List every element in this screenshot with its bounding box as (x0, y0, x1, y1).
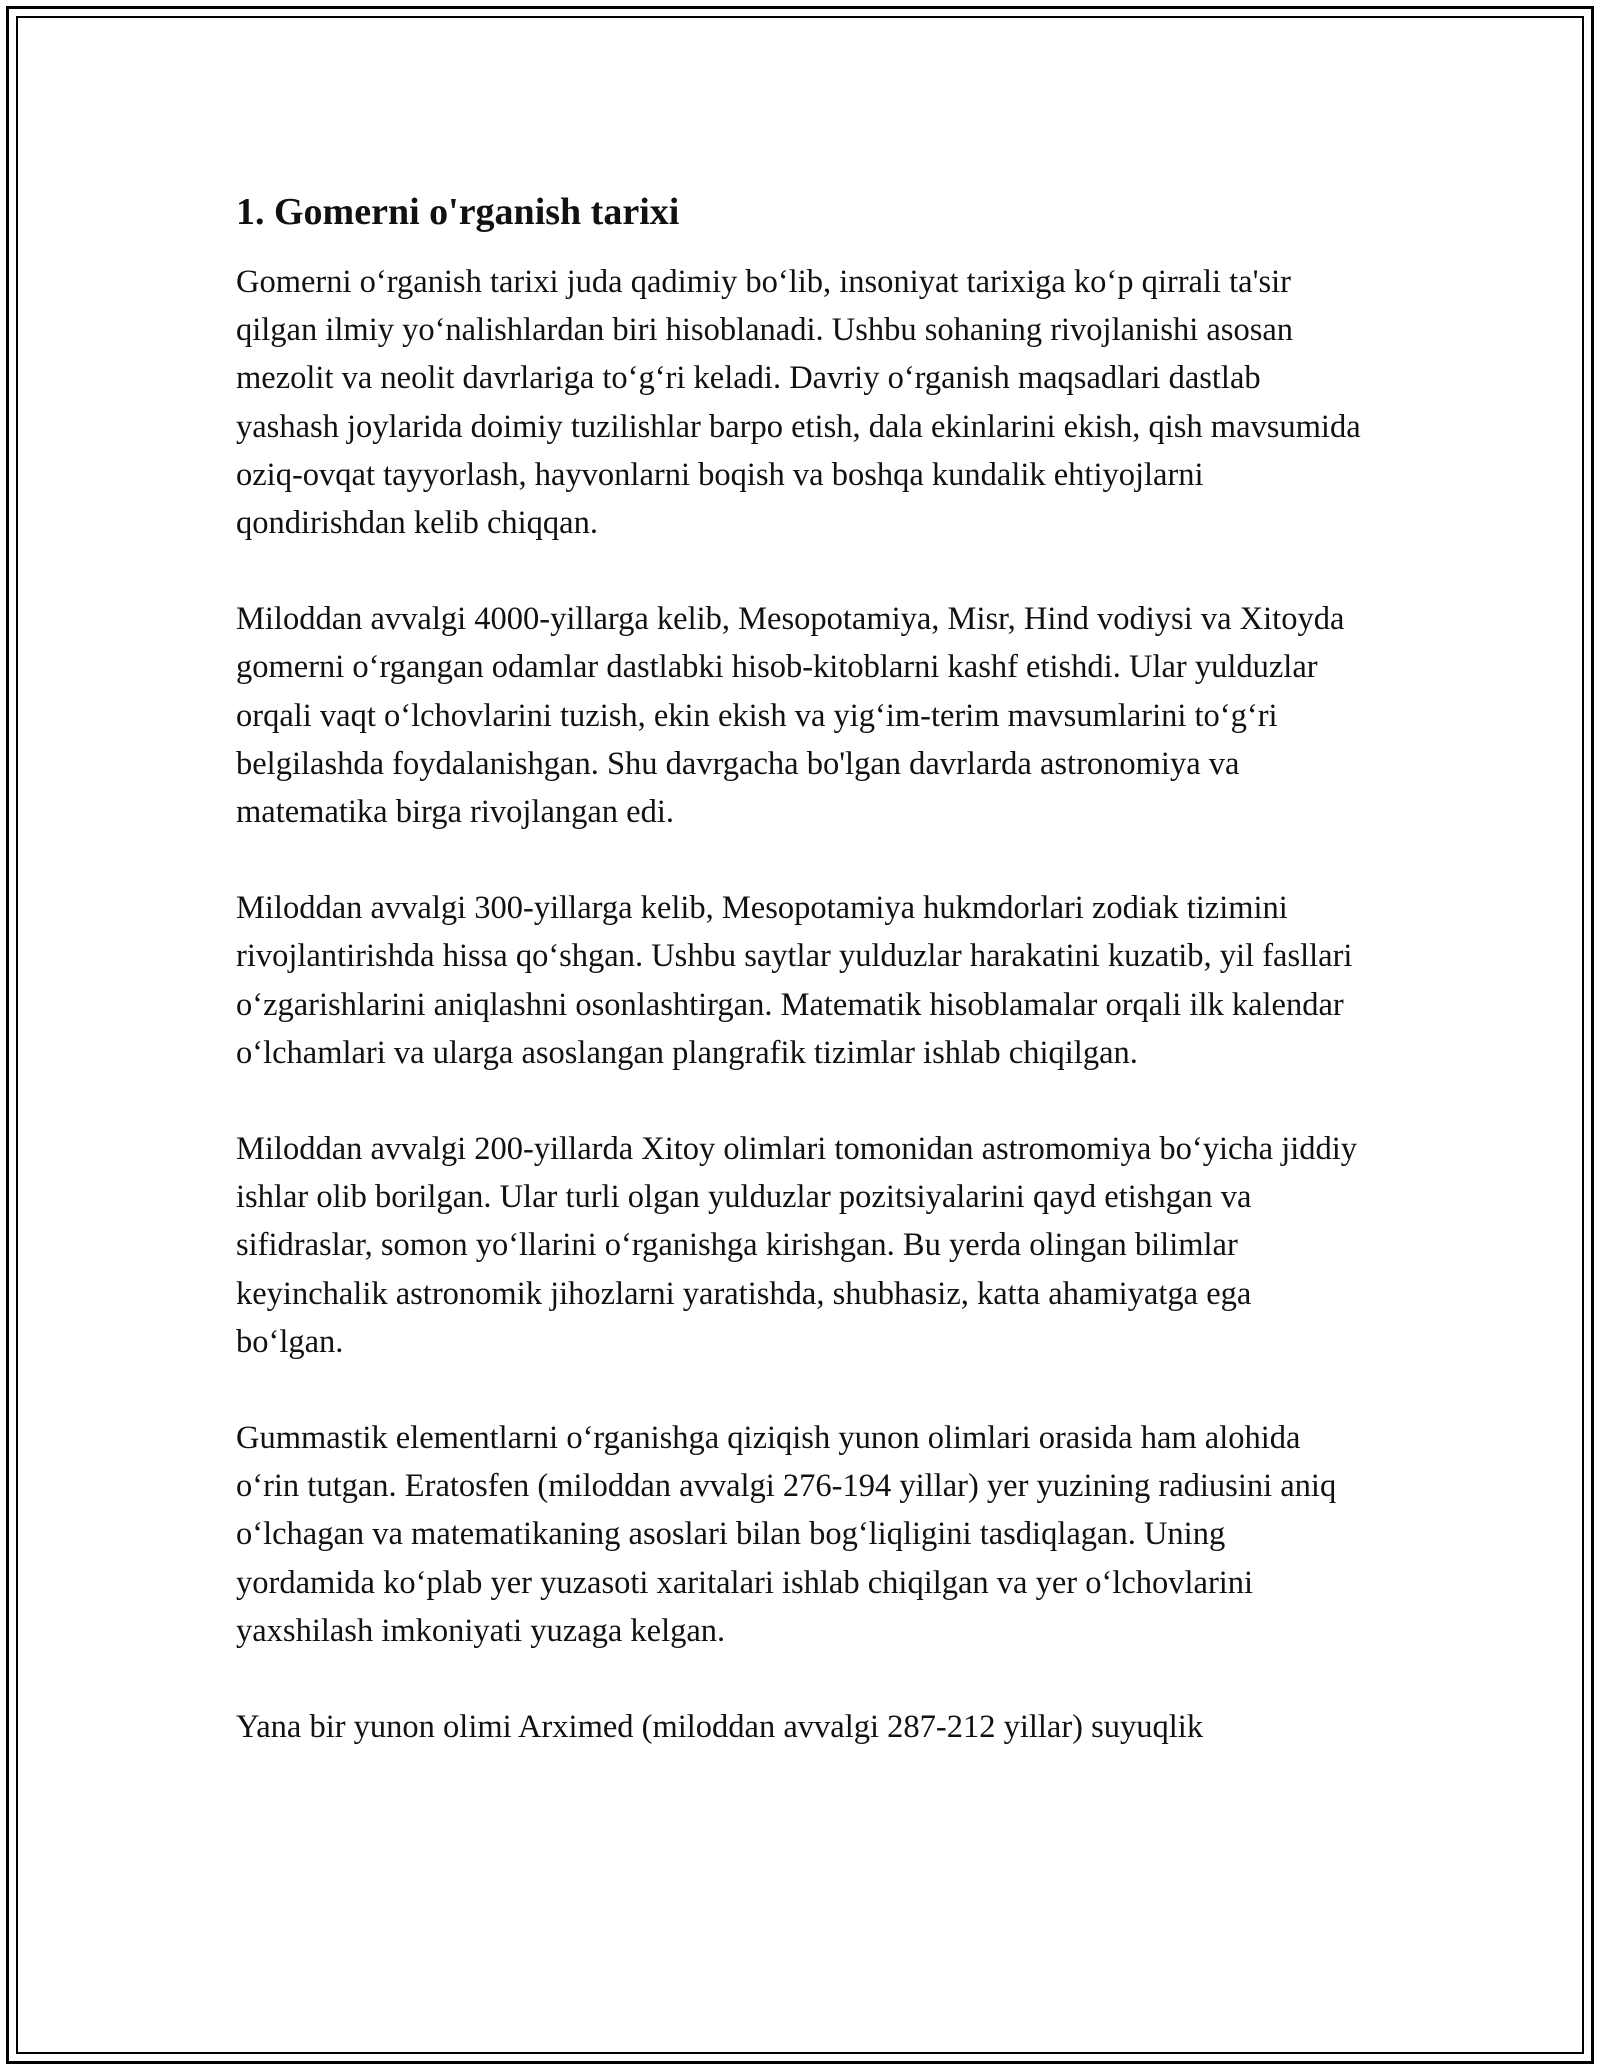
section-heading: 1. Gomerni o'rganish tarixi (236, 191, 680, 233)
paragraph-3: Miloddan avvalgi 300-yillarga kelib, Mesopotamiya hukmdorlari zodiak tizimini rivojlantirishda hissa qo‘shgan. Ushbu saytlar yulduzlar harakatini kuzatib, yil fasllari o‘zgarishlarini aniqlashni osonlashtirgan. Matematik hisoblamalar orqali ilk kalendar o‘lchamlari va ularga asoslangan plangrafik tizimlar ishlab chiqilgan. (236, 890, 1353, 1071)
paragraph-1: Gomerni o‘rganish tarixi juda qadimiy bo‘lib, insoniyat tarixiga ko‘p qirrali ta'sir qilgan ilmiy yo‘nalishlardan biri hisoblanadi. Ushbu sohaning rivojlanishi asosan mezolit va neolit davrlariga to‘g‘ri keladi. Davriy o‘rganish maqsadlari dastlab yashash joylarida doimiy tuzilishlar barpo etish, dala ekinlarini ekish, qish mavsumida oziq-ovqat tayyorlash, hayvonlarni boqish va boshqa kundalik ehtiyojlarni qondirishdan kelib chiqqan. (236, 264, 1361, 542)
paragraph-4: Miloddan avvalgi 200-yillarda Xitoy olimlari tomonidan astromomiya bo‘yicha jiddiy ishlar olib borilgan. Ular turli olgan yulduzlar pozitsiyalarini qayd etishgan va sifidraslar, somon yo‘llarini o‘rganishga kirishgan. Bu yerda olingan bilimlar keyinchalik astronomik jihozlarni yaratishda, shubhasiz, katta ahamiyatga ega bo‘lgan. (236, 1131, 1358, 1360)
paragraph-6: Yana bir yunon olimi Arximed (miloddan avvalgi 287-212 yillar) suyuqlik (236, 1709, 1204, 1746)
paragraph-2: Miloddan avvalgi 4000-yillarga kelib, Mesopotamiya, Misr, Hind vodiysi va Xitoyda gomerni o‘rgangan odamlar dastlabki hisob-kitoblarni kashf etishdi. Ular yulduzlar orqali vaqt o‘lchovlarini tuzish, ekin ekish va yig‘im-terim mavsumlarini to‘g‘ri belgilashda foydalanishgan. Shu davrgacha bo'lgan davrlarda astronomiya va matematika birga rivojlangan edi. (236, 601, 1345, 831)
document-body (236, 188, 1366, 1799)
paragraph-5: Gummastik elementlarni o‘rganishga qiziqish yunon olimlari orasida ham alohida o‘rin tutgan. Eratosfen (miloddan avvalgi 276-194 yillar) yer yuzining radiusini aniq o‘lchagan va matematikaning asoslari bilan bog‘liqligini tasdiqlagan. Uning yordamida ko‘plab yer yuzasoti xaritalari ishlab chiqilgan va yer o‘lchovlarini yaxshilash imkoniyati yuzaga kelgan. (236, 1420, 1337, 1649)
